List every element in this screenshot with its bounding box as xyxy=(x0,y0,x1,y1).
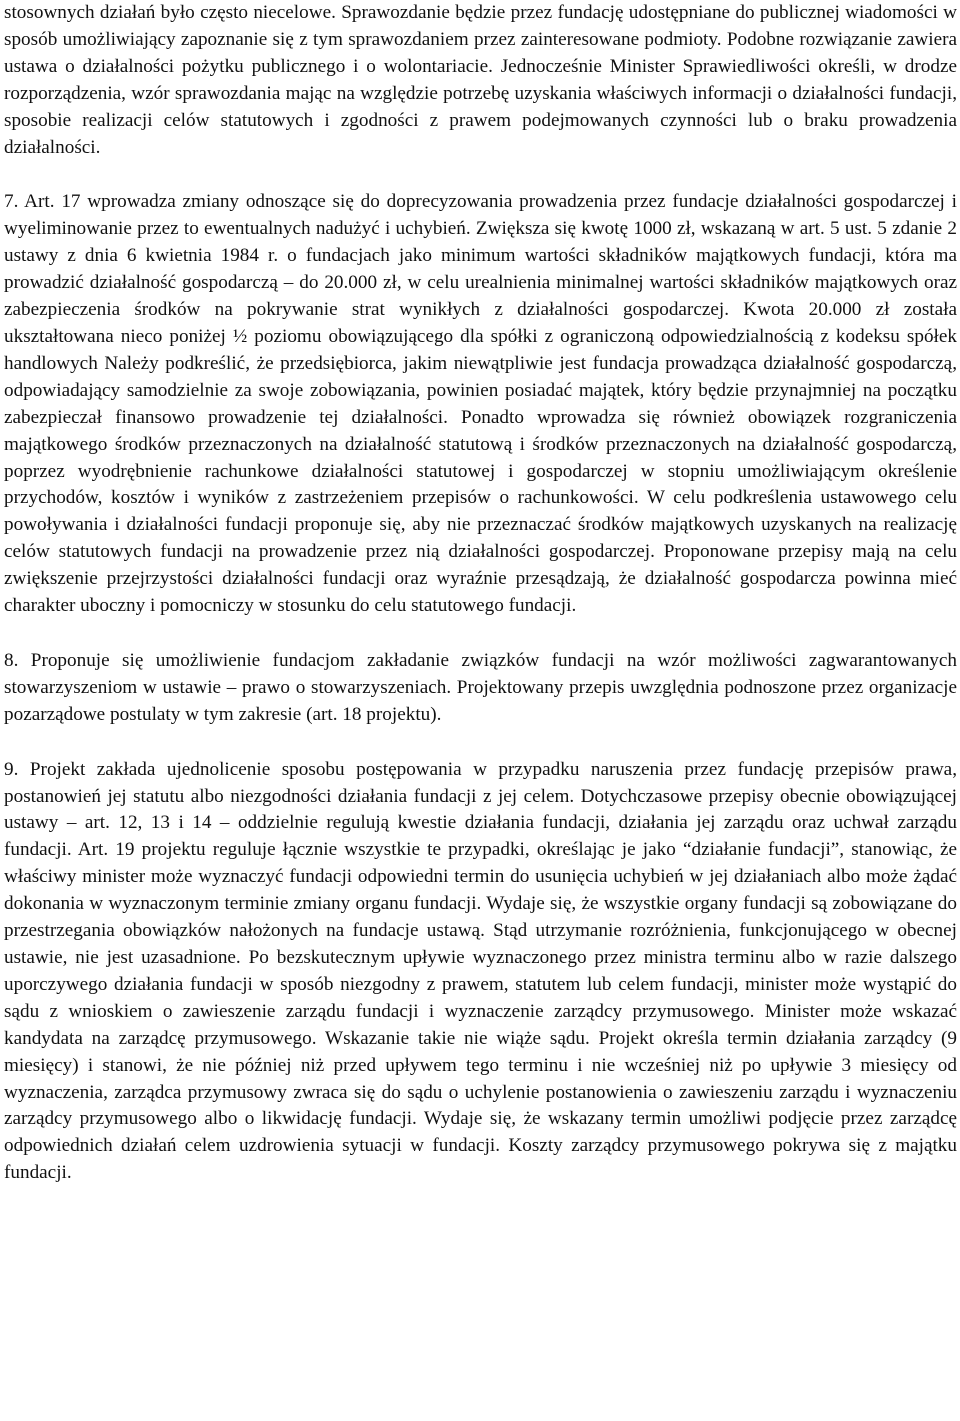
paragraph-point-9: 9. Projekt zakłada ujednolicenie sposobu postępowania w przypadku naruszenia przez fundację przepisów prawa, postanowień jej statutu albo niezgodności działania fundacji z jej celem. Dotychczasowe przepisy obecnie obowiązującej ustawy – art. 12, 13 i 14 – oddzielnie regulują kwestie działania fundacji, działania jej zarządu oraz uchwał zarządu fundacji. Art. 19 projektu reguluje łącznie wszystkie te przypadki, określając je jako “działanie fundacji”, stanowiąc, że właściwy minister może wyznaczyć fundacji odpowiedni termin do usunięcia uchybień w jej działaniach albo może żądać dokonania w wyznaczonym terminie zmiany organu fundacji. Wydaje się, że wszystkie organy fundacji są zobowiązane do przestrzegania obowiązków nałożonych na fundacje ustawą. Stąd utrzymanie rozróżnienia, funkcjonującego w obecnej ustawie, nie jest uzasadnione. Po bezskutecznym upływie wyznaczonego przez ministra terminu albo w razie dalszego uporczywego działania fundacji w sposób niezgodny z prawem, statutem lub celem fundacji, minister może wystąpić do sądu z wnioskiem o zawieszenie zarządu fundacji i wyznaczenie zarządcy przymusowego. Minister może wskazać kandydata na zarządcę przymusowego. Wskazanie takie nie wiąże sądu. Projekt określa termin działania zarządcy (9 miesięcy) i stanowi, że nie później niż przed upływem tego terminu i nie wcześniej niż po upływie 3 miesięcy od wyznaczenia, zarządca przymusowy zwraca się do sądu o uchylenie postanowienia o zawieszeniu zarządu i wyznaczeniu zarządcy przymusowego albo o likwidację fundacji. Wydaje się, że wskazany termin umożliwi podjęcie przez zarządcę odpowiednich działań celem uzdrowienia sytuacji w fundacji. Koszty zarządcy przymusowego pokrywa się z majątku fundacji. xyxy=(4,758,957,1184)
paragraph-point-7: 7. Art. 17 wprowadza zmiany odnoszące się do doprecyzowania prowadzenia przez fundacje działalności gospodarczej i wyeliminowanie przez to ewentualnych nadużyć i uchybień. Zwiększa się kwotę 1000 zł, wskazaną w art. 5 ust. 5 zdanie 2 ustawy z dnia 6 kwietnia 1984 r. o fundacjach jako minimum wartości składników majątkowych fundacji, która ma prowadzić działalność gospodarczą – do 20.000 zł, w celu urealnienia minimalnej wartości składników majątkowych oraz zabezpieczenia środków na pokrywanie strat wynikłych z działalności gospodarczej. Kwota 20.000 zł została ukształtowana nieco poniżej ½ poziomu obowiązującego dla spółki z ograniczoną odpowiedzialnością z kodeksu spółek handlowych Należy podkreślić, że przedsiębiorca, jakim niewątpliwie jest fundacja prowadząca działalność gospodarczą, odpowiadający samodzielnie za swoje zobowiązania, powinien posiadać majątek, który będzie przynajmniej na początku zabezpieczał finansowo prowadzenie tej działalności. Ponadto wprowadza się również obowiązek rozgraniczenia majątkowego środków przeznaczonych na działalność statutową i środków przeznaczonych na działalność gospodarczą, poprzez wyodrębnienie rachunkowe działalności statutowej i gospodarczej w stopniu umożliwiającym określenie przychodów, kosztów i wyników z zastrzeżeniem przepisów o rachunkowości. W celu podkreślenia ustawowego celu powoływania i działalności fundacji proponuje się, aby nie przeznaczać środków majątkowych uzyskanych na realizację celów statutowych fundacji na prowadzenie przez nią działalności gospodarczej. Proponowane przepisy mają na celu zwiększenie przejrzystości działalności fundacji oraz wyraźnie przesądzają, że działalność gospodarcza powinna mieć charakter uboczny i pomocniczy w stosunku do celu statutowego fundacji. xyxy=(4,191,957,617)
document-page xyxy=(4,0,957,1421)
paragraph-point-8: 8. Proponuje się umożliwienie fundacjom zakładanie związków fundacji na wzór możliwości zagwarantowanych stowarzyszeniom w ustawie – prawo o stowarzyszeniach. Projektowany przepis uwzględnia podnoszone przez organizacje pozarządowe postulaty w tym zakresie (art. 18 projektu). xyxy=(4,649,957,725)
paragraph-continuation: stosownych działań było często niecelowe. Sprawozdanie będzie przez fundację udostępniane do publicznej wiadomości w sposób umożliwiający zapoznanie się z tym sprawozdaniem przez zainteresowane podmioty. Podobne rozwiązanie zawiera ustawa o działalności pożytku publicznego i o wolontariacie. Jednocześnie Minister Sprawiedliwości określi, w drodze rozporządzenia, wzór sprawozdania mając na względzie potrzebę uzyskania właściwych informacji o działalności fundacji, sposobie realizacji celów statutowych i zgodności z prawem podejmowanych czynności lub o braku prowadzenia działalności. xyxy=(4,2,957,158)
